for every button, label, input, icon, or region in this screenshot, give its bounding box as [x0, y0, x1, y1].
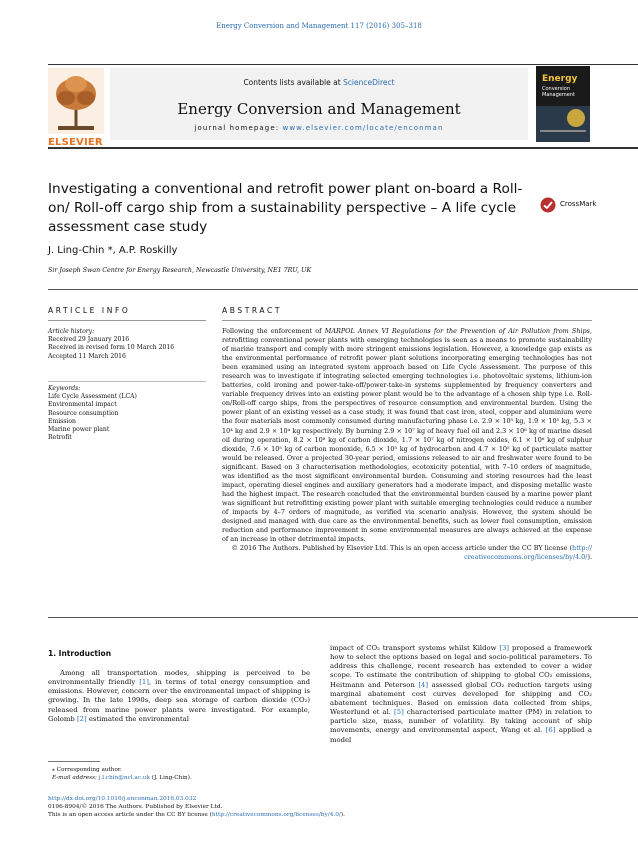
cover-subtitle-1: Conversion: [542, 86, 571, 92]
license-suffix: ).: [340, 812, 345, 819]
doi-link[interactable]: http://dx.doi.org/10.1016/j.enconman.2016.03.032: [48, 796, 197, 802]
license-line: [48, 811, 588, 819]
keywords-label: Keywords:: [48, 385, 81, 392]
body-text: assessed global CO₂ reduction targets using marginal abatement cost curves developed for shipping and CO₂ abatement techniques. Based on emission data collected from ships, Westerlund et al.: [330, 680, 592, 717]
history-label: Article history:: [48, 328, 95, 335]
body-top-rule: [48, 617, 638, 618]
keyword-item: Environmental impact: [48, 401, 117, 409]
elsevier-wordmark: ELSEVIER: [48, 137, 103, 148]
keyword-item: Marine power plant: [48, 426, 110, 434]
homepage-link[interactable]: www.elsevier.com/locate/enconman: [282, 124, 444, 132]
email-label: E-mail address:: [52, 775, 99, 781]
history-accepted: Accepted 11 March 2016: [48, 352, 126, 360]
license-link-part2[interactable]: creativecommons.org/licenses/by/4.0/: [464, 553, 588, 562]
keywords-list: [48, 385, 208, 442]
reference-link-3[interactable]: [3]: [499, 644, 510, 652]
footnote-rule: [48, 761, 100, 762]
body-text: proposed a framework how to select the options based on legal and socio-political parameters. To address this challenge, recent research has extended to cover a wider scope. To estimate the contribution of shipping to global CO₂ emissions, Heitmann and Peterson: [330, 644, 592, 689]
keywords-rule: [48, 381, 206, 382]
issn-line: 0196-8904/© 2016 The Authors. Published by Elsevier Ltd.: [48, 804, 223, 811]
contents-line: [110, 78, 528, 87]
email-suffix: (J. Ling-Chin).: [149, 775, 192, 781]
crossmark-label[interactable]: CrossMark: [560, 200, 597, 208]
crossmark-icon[interactable]: [540, 197, 556, 213]
elsevier-tree-logo: [48, 68, 104, 144]
author-affiliation: Sir Joseph Swan Centre for Energy Research, Newcastle University, NE1 7RU, UK: [48, 267, 312, 274]
journal-cover-thumbnail[interactable]: [536, 66, 590, 142]
header-top-rule: [48, 64, 638, 65]
reference-link-5[interactable]: [5]: [394, 708, 404, 717]
body-column-left: [48, 669, 310, 724]
article-info-heading: ARTICLE INFO: [48, 306, 131, 315]
article-info-rule: [48, 320, 206, 321]
history-revised: Received in revised form 10 March 2016: [48, 344, 175, 352]
journal-title: Energy Conversion and Management: [177, 100, 461, 118]
doi-block: [48, 795, 588, 819]
article-title: Investigating a conventional and retrofit power plant on-board a Roll-on/ Roll-off cargo ship from a sustainability perspective – A life cycle assessment case study: [48, 181, 523, 235]
body-text: estimated the environmental: [86, 714, 189, 723]
article-history: [48, 328, 208, 361]
history-received: Received 29 January 2016: [48, 336, 130, 344]
abstract-license: [222, 544, 592, 562]
body-text: , in terms of total energy consumption and emissions. However, concern over the environmental impact of shipping is growing. In the late 1990s, deep sea storage of carbon dioxide (CO₂) released from marine power plants were investigated. For example, Golomb: [48, 678, 310, 723]
reference-link-4[interactable]: [4]: [418, 680, 429, 689]
body-text: Among all transportation modes, shipping is perceived to be environmentally friendly: [48, 669, 310, 687]
keyword-item: Emission: [48, 417, 76, 425]
license-prefix: This is an open access article under the CC BY license (: [48, 812, 212, 819]
footnote-marker: ⁎ Corresponding author.: [52, 767, 122, 773]
reference-link-2[interactable]: [2]: [76, 714, 87, 723]
abstract-body: [222, 327, 592, 562]
footnote-email-line: [52, 774, 312, 782]
license-close: ).: [587, 553, 592, 562]
homepage-line: [110, 124, 528, 132]
contents-prefix: Contents lists available at: [243, 78, 344, 87]
keyword-item: Retrofit: [48, 434, 72, 442]
reference-link-6[interactable]: [6]: [545, 726, 556, 735]
abstract-regulation-title: MARPOL Annex VI Regulations for the Prevention of Air Pollution from Ships: [324, 327, 590, 335]
abstract-paragraph: [222, 327, 592, 544]
abstract-rule: [222, 320, 592, 321]
abstract-heading: ABSTRACT: [222, 306, 283, 315]
abstract-text: Following the enforcement of: [222, 327, 325, 335]
license-link[interactable]: http://creativecommons.org/licenses/by/4.0/: [211, 812, 341, 819]
license-link-part1[interactable]: http://: [572, 544, 592, 553]
header-bottom-rule: [48, 147, 638, 149]
corresponding-author-footnote: [52, 766, 312, 782]
article-info-top-rule: [48, 289, 638, 290]
journal-reference[interactable]: Energy Conversion and Management 117 (2016) 305–318: [216, 22, 422, 30]
reference-link-1[interactable]: [1]: [139, 678, 149, 687]
keyword-item: Resource consumption: [48, 409, 119, 417]
body-text: impact of CO₂ transport systems whilst Kildow: [330, 644, 500, 652]
sciencedirect-link[interactable]: ScienceDirect: [343, 78, 395, 87]
keyword-item: Life Cycle Assessment (LCA): [48, 393, 137, 401]
body-text: characterised particulate matter (PM) in relation to particle size, mass, number of volatility. By taking account of ship movements, energy and environmental aspect, Wang et al.: [330, 708, 592, 735]
author-email-link[interactable]: j.l.chin@ncl.ac.uk: [98, 775, 150, 781]
body-text: applied a model: [330, 726, 592, 744]
license-text: © 2016 The Authors. Published by Elsevier Ltd. This is an open access article under the CC BY license (: [231, 544, 573, 553]
abstract-text: , retrofitting conventional power plants with emerging technologies is seen as a means to promote sustainability of marine transport and comply with more stringent emissions legislation. However, a knowledge gap exists as the environmental performance of retrofit power plant solutions incorporating emerging technologies has not been examined using an integrated system approach based on Life Cycle Assessment. The purpose of this research was to investigate if integrating selected emerging technologies i.e. photovoltaic systems, lithium-ion batteries, cold ironing and power-take-off/power-take-in systems supplemented by frequency converters and variable frequency drives into an existing power plant would be to the advantage of a chosen ship type i.e. Roll-on/Roll-off cargo ships, from the perspectives of resource consumption and environmental burden. Using the power plant of an existing vessel as a case study, it was found that cast iron, steel, copper and aluminium were the four materials most commonly consumed during manufacturing phase i.e. 2.9 × 10⁵ kg, 1.9 × 10⁵ kg, 5.3 × 10⁴ kg and 2.9 × 10⁴ kg respectively. By burning 2.9 × 10⁷ kg of heavy fuel oil and 2.3 × 10⁶ kg of marine diesel oil during operation, 8.2 × 10⁸ kg of carbon dioxide, 1.7 × 10⁷ kg of nitrogen oxides, 6.1 × 10⁶ kg of sulphur dioxide, 7.6 × 10⁵ kg of carbon monoxide, 6.5 × 10⁵ kg of hydrocarbon and 4.7 × 10⁵ kg of particulate matter would be released. Over a projected 30-year period, emissions released to air and freshwater were found to be significant. Based on 3 characterisation methodologies, ecotoxicity potential, with 7–10 orders of magnitude, was identified as the most significant environmental burden. Consuming and storing resources had the least impact, operating diesel engines and auxiliary generators had a moderate impact, and disposing metallic waste had the highest impact. The research concluded that the environmental burden caused by a marine power plant was significant but retrofitting existing power plant with suitable emerging technologies could reduce a number of impacts by 4–7 orders of magnitude, as verified via scenario analysis. However, the system should be designed and managed with due care as the environmental benefits, such as lower fuel consumption, emission reduction and performance improvement in some environmental measures are always achieved at the expense of an increase in other detrimental impacts.: [222, 327, 592, 544]
cover-subtitle-2: Management: [542, 92, 575, 98]
homepage-prefix: journal homepage:: [194, 124, 283, 132]
section-heading-introduction: 1. Introduction: [48, 649, 112, 658]
body-column-right: [330, 644, 592, 745]
cover-title: Energy: [542, 74, 578, 84]
author-list: J. Ling-Chin *, A.P. Roskilly: [48, 245, 178, 256]
